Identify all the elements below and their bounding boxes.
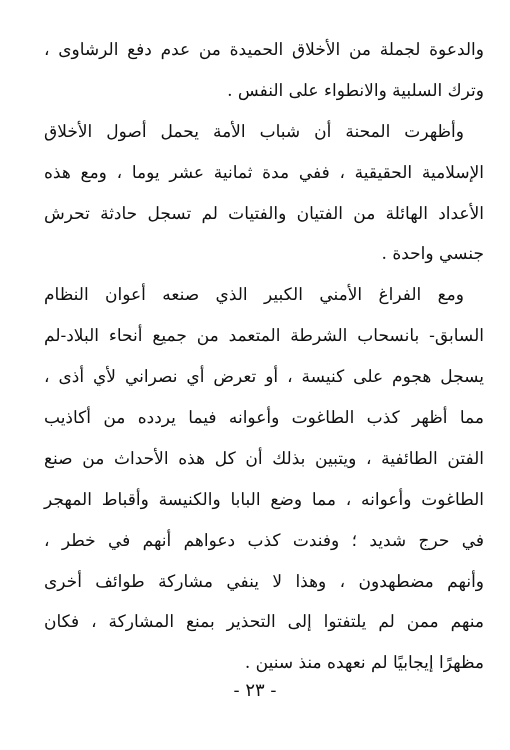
text-line-7: ومع الفراغ الأمني الكبير الذي صنعه أعوان النظام (44, 285, 464, 306)
text-line-1: والدعوة لجملة من الأخلاق الحميدة من عدم دفع الرشاوى ، (44, 40, 484, 60)
text-line-15: منهم ممن لم يلتفتوا إلى التحذير بمنع المشاركة ، فكان (44, 612, 484, 633)
text-line-4: الإسلامية الحقيقية ، ففي مدة ثمانية عشر يوما ، ومع هذه (44, 162, 484, 183)
text-line-12: الطاغوت وأعوانه ، مما وضع البابا والكنيسة وأقباط المهجر (44, 489, 484, 510)
body-text (44, 30, 484, 684)
text-line-6: جنسي واحدة . (381, 244, 484, 265)
text-line-13: في حرج شديد ؛ وفندت كذب دعواهم أنهم في خطر ، (44, 530, 484, 551)
text-line-2: وترك السلبية والانطواء على النفس . (227, 80, 484, 101)
text-line-14: وأنهم مضطهدون ، وهذا لا ينفي مشاركة طوائف أخرى (44, 571, 484, 592)
text-line-9: يسجل هجوم على كنيسة ، أو تعرض أي نصراني لأي أذى ، (44, 367, 484, 388)
text-line-5: الأعداد الهائلة من الفتيان والفتيات لم تسجل حادثة تحرش (44, 203, 484, 224)
page-number: - ٢٣ - (233, 680, 277, 701)
text-line-16: مظهرًا إيجابيًا لم نعهده منذ سنين . (244, 653, 484, 674)
text-line-11: الفتن الطائفية ، ويتبين بذلك أن كل هذه الأحداث من صنع (44, 448, 484, 469)
text-line-8: السابق- بانسحاب الشرطة المتعمد من جميع أنحاء البلاد-لم (44, 326, 484, 347)
text-line-3: وأظهرت المحنة أن شباب الأمة يحمل أصول الأخلاق (44, 121, 464, 142)
text-line-10: مما أظهر كذب الطاغوت وأعوانه فيما يردده من أكاذيب (44, 408, 484, 429)
